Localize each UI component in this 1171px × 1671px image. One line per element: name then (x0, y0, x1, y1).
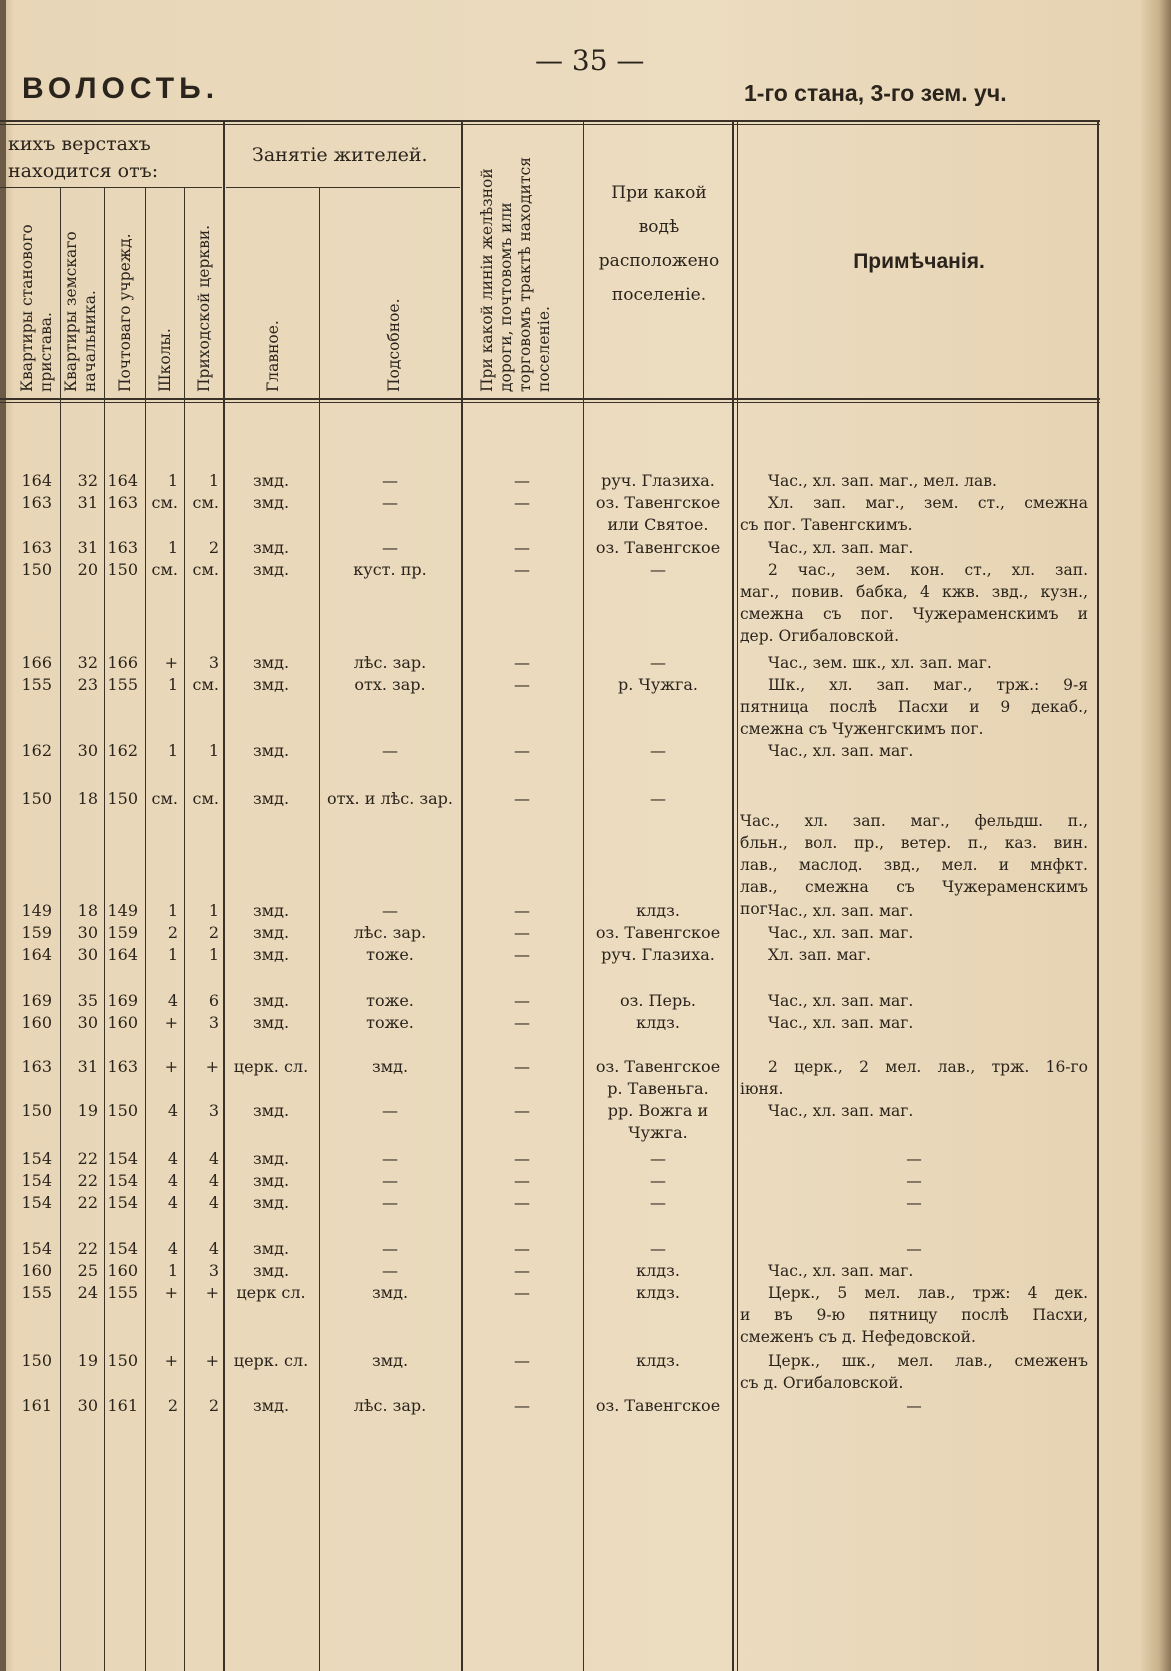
cell-g: тоже. (366, 1013, 414, 1032)
cell-water: оз. Тавенгское (595, 1057, 721, 1076)
cell-water: р. Чужга. (618, 675, 698, 694)
cell-note: и въ 9-ю пятницу послѣ Пасхи, (740, 1306, 1088, 1324)
cell-f: змд. (252, 560, 290, 579)
cell-a: 169 (21, 991, 52, 1010)
cell-c: 166 (107, 653, 138, 672)
col-aux-heading: Подсобное. (385, 298, 403, 392)
cell-note: пог. (740, 900, 773, 918)
cell-g: — (382, 901, 398, 920)
cell-g: — (382, 741, 398, 760)
col-rule-9 (732, 122, 734, 1671)
cell-note: смежна съ Чуженгскимъ пог. (740, 720, 984, 738)
cell-a: 149 (21, 901, 52, 920)
cell-d: см. (151, 789, 178, 808)
cell-water: — (650, 560, 666, 579)
cell-a: 163 (21, 1057, 52, 1076)
cell-f: змд. (252, 653, 290, 672)
cell-c: 155 (107, 1283, 138, 1302)
cell-note: Хл. зап. маг., зем. ст., смежна (768, 494, 1088, 512)
cell-g: — (382, 1101, 398, 1120)
cell-d: 4 (167, 1239, 178, 1258)
cell-f: змд. (252, 1193, 290, 1212)
cell-e: + (205, 1057, 219, 1076)
cell-b: 31 (77, 538, 98, 557)
cell-note: дер. Огибаловской. (740, 627, 900, 645)
col-rule-1 (60, 187, 61, 1671)
cell-g: лѣс. зар. (353, 923, 427, 942)
cell-b: 22 (77, 1239, 98, 1258)
cell-note: маг., повив. бабка, 4 кжв. звд., кузн., (740, 583, 1088, 601)
cell-f: церк сл. (236, 1283, 306, 1302)
cell-note: Церк., 5 мел. лав., трж: 4 дек. (768, 1284, 1088, 1302)
cell-g: куст. пр. (353, 560, 427, 579)
cell-c: 162 (107, 741, 138, 760)
cell-d: 1 (167, 901, 178, 920)
cell-water: клдз. (636, 1283, 680, 1302)
cell-e: 2 (208, 538, 219, 557)
cell-b: 30 (77, 1013, 98, 1032)
cell-f: змд. (252, 471, 290, 490)
cell-water: р. Тавеньга. (607, 1079, 709, 1098)
col-rule-7 (461, 122, 463, 1671)
cell-water: — (650, 653, 666, 672)
cell-note: Час., хл. зап. маг., мел. лав. (768, 472, 997, 490)
cell-d: см. (151, 560, 178, 579)
cell-note: лав., смежна съ Чужераменскимъ (740, 878, 1088, 896)
page-binding-edge (0, 0, 6, 1671)
cell-e: 4 (208, 1193, 219, 1212)
cell-e: + (205, 1351, 219, 1370)
col-rail-heading: При какой линіи желѣзной дороги, почтовомъ или торговомъ трактѣ находится поселеніе. (478, 156, 553, 392)
cell-b: 22 (77, 1171, 98, 1190)
col-water-heading: При какой водѣ расположено поселеніе. (598, 183, 720, 305)
cell-d: 1 (167, 538, 178, 557)
cell-d: + (164, 1283, 178, 1302)
cell-a: 155 (21, 1283, 52, 1302)
cell-water: оз. Тавенгское (595, 1396, 721, 1415)
cell-c: 161 (107, 1396, 138, 1415)
cell-g: — (382, 471, 398, 490)
cell-b: 30 (77, 741, 98, 760)
col-zemsky-heading: Квартиры земскаго начальника. (62, 231, 99, 392)
distance-group-heading-line1: кихъ верстахъ (8, 133, 151, 155)
page-right-edge (1141, 0, 1171, 1671)
cell-c: 169 (107, 991, 138, 1010)
col-post-heading: Почтоваго учрежд. (116, 233, 134, 392)
cell-a: 150 (21, 560, 52, 579)
cell-water: оз. Тавенгское (595, 538, 721, 557)
cell-b: 22 (77, 1149, 98, 1168)
cell-water: оз. Тавенгское (595, 923, 721, 942)
cell-c: 154 (107, 1193, 138, 1212)
cell-e: 4 (208, 1171, 219, 1190)
cell-water: Чужга. (628, 1123, 688, 1142)
cell-d: 4 (167, 1171, 178, 1190)
cell-e: 3 (208, 1261, 219, 1280)
cell-a: 163 (21, 493, 52, 512)
cell-water: руч. Глазиха. (601, 945, 715, 964)
cell-h: — (514, 653, 530, 672)
cell-f: змд. (252, 1101, 290, 1120)
cell-c: 155 (107, 675, 138, 694)
cell-h: — (514, 675, 530, 694)
cell-h: — (514, 1101, 530, 1120)
cell-b: 24 (77, 1283, 98, 1302)
cell-g: — (382, 1261, 398, 1280)
cell-c: 164 (107, 945, 138, 964)
cell-note: Хл. зап. маг. (768, 946, 871, 964)
cell-d: 1 (167, 471, 178, 490)
cell-b: 30 (77, 1396, 98, 1415)
cell-f: змд. (252, 1013, 290, 1032)
cell-water: — (650, 1149, 666, 1168)
cell-a: 164 (21, 471, 52, 490)
cell-note: Час., хл. зап. маг. (768, 992, 914, 1010)
cell-water: — (650, 1193, 666, 1212)
cell-a: 162 (21, 741, 52, 760)
cell-water: или Святое. (607, 515, 709, 534)
cell-a: 159 (21, 923, 52, 942)
cell-h: — (514, 1351, 530, 1370)
cell-note: 2 час., зем. кон. ст., хл. зап. (768, 561, 1088, 579)
cell-note: Церк., шк., мел. лав., смеженъ (768, 1352, 1088, 1370)
cell-d: 4 (167, 1193, 178, 1212)
cell-h: — (514, 991, 530, 1010)
col-rule-11 (1097, 122, 1099, 1671)
cell-e: 3 (208, 1013, 219, 1032)
cell-f: змд. (252, 741, 290, 760)
cell-b: 18 (77, 789, 98, 808)
cell-water: оз. Перь. (620, 991, 696, 1010)
cell-g: лѣс. зар. (353, 1396, 427, 1415)
col-notes-heading: Примѣчанія. (853, 250, 985, 273)
cell-h: — (514, 901, 530, 920)
cell-note: Час., хл. зап. маг. (768, 1014, 914, 1032)
occupation-group-heading: Занятіе жителей. (252, 144, 428, 166)
running-header-right: 1-го стана, 3-го зем. уч. (744, 80, 1007, 106)
cell-d: 4 (167, 1149, 178, 1168)
cell-f: змд. (252, 789, 290, 808)
col-rule-10 (737, 122, 738, 1671)
cell-h: — (514, 1149, 530, 1168)
cell-e: см. (192, 675, 219, 694)
cell-h: — (514, 560, 530, 579)
cell-water: клдз. (636, 1013, 680, 1032)
cell-water: рр. Вожга и (607, 1101, 709, 1120)
cell-g: тоже. (366, 991, 414, 1010)
cell-d: 1 (167, 675, 178, 694)
cell-h: — (514, 789, 530, 808)
cell-c: 159 (107, 923, 138, 942)
cell-water: — (650, 741, 666, 760)
cell-note: Час., хл. зап. маг., фельдш. п., (740, 812, 1088, 830)
cell-a: 160 (21, 1013, 52, 1032)
cell-h: — (514, 1261, 530, 1280)
cell-a: 154 (21, 1239, 52, 1258)
col-main-heading: Главное. (264, 320, 282, 392)
cell-c: 160 (107, 1013, 138, 1032)
cell-b: 19 (77, 1351, 98, 1370)
cell-f: змд. (252, 991, 290, 1010)
cell-b: 20 (77, 560, 98, 579)
cell-d: 2 (167, 923, 178, 942)
cell-h: — (514, 1013, 530, 1032)
cell-d: см. (151, 493, 178, 512)
occupation-group-rule (226, 187, 460, 188)
cell-e: 6 (208, 991, 219, 1010)
cell-a: 161 (21, 1396, 52, 1415)
cell-note: 2 церк., 2 мел. лав., трж. 16-го (768, 1058, 1088, 1076)
cell-h: — (514, 538, 530, 557)
cell-d: 4 (167, 991, 178, 1010)
cell-g: змд. (371, 1283, 409, 1302)
cell-note: — (906, 1240, 922, 1258)
cell-c: 149 (107, 901, 138, 920)
cell-e: 3 (208, 653, 219, 672)
cell-e: см. (192, 493, 219, 512)
cell-note: Час., хл. зап. маг. (768, 1102, 914, 1120)
cell-b: 31 (77, 1057, 98, 1076)
table-top-rule (0, 120, 1100, 122)
distance-group-heading-line2: находится отъ: (8, 160, 159, 182)
cell-f: змд. (252, 538, 290, 557)
cell-a: 150 (21, 1351, 52, 1370)
cell-e: 1 (208, 945, 219, 964)
cell-c: 154 (107, 1149, 138, 1168)
cell-note: съ д. Огибаловской. (740, 1374, 904, 1392)
cell-f: змд. (252, 901, 290, 920)
cell-e: 1 (208, 741, 219, 760)
cell-b: 32 (77, 471, 98, 490)
cell-g: змд. (371, 1351, 409, 1370)
cell-e: 2 (208, 923, 219, 942)
cell-c: 150 (107, 1101, 138, 1120)
cell-d: + (164, 1057, 178, 1076)
header-bottom-rule-thin (0, 402, 1100, 403)
running-header-left: ВОЛОСТЬ. (22, 72, 220, 105)
cell-f: церк. сл. (233, 1351, 309, 1370)
cell-h: — (514, 1057, 530, 1076)
cell-h: — (514, 493, 530, 512)
cell-water: — (650, 789, 666, 808)
cell-water: — (650, 1171, 666, 1190)
cell-water: клдз. (636, 1261, 680, 1280)
cell-water: руч. Глазиха. (601, 471, 715, 490)
col-rule-4 (184, 187, 185, 1671)
cell-b: 23 (77, 675, 98, 694)
cell-h: — (514, 1193, 530, 1212)
cell-note: лав., маслод. звд., мел. и мнфкт. (740, 856, 1088, 874)
cell-e: 3 (208, 1101, 219, 1120)
cell-f: змд. (252, 1149, 290, 1168)
cell-b: 18 (77, 901, 98, 920)
cell-e: 1 (208, 901, 219, 920)
cell-d: + (164, 1351, 178, 1370)
cell-g: тоже. (366, 945, 414, 964)
cell-note: смежна съ пог. Чужераменскимъ и (740, 605, 1088, 623)
cell-c: 163 (107, 493, 138, 512)
cell-b: 32 (77, 653, 98, 672)
cell-e: 1 (208, 471, 219, 490)
cell-e: + (205, 1283, 219, 1302)
cell-note: — (906, 1150, 922, 1168)
cell-c: 150 (107, 560, 138, 579)
cell-b: 30 (77, 923, 98, 942)
cell-h: — (514, 945, 530, 964)
cell-g: — (382, 538, 398, 557)
cell-c: 164 (107, 471, 138, 490)
cell-g: — (382, 1239, 398, 1258)
cell-c: 163 (107, 1057, 138, 1076)
cell-a: 164 (21, 945, 52, 964)
cell-g: — (382, 493, 398, 512)
cell-a: 150 (21, 1101, 52, 1120)
cell-c: 150 (107, 1351, 138, 1370)
cell-d: 1 (167, 741, 178, 760)
cell-note: Час., хл. зап. маг. (768, 539, 914, 557)
cell-e: см. (192, 789, 219, 808)
cell-note: Шк., хл. зап. маг., трж.: 9-я (768, 676, 1088, 694)
cell-g: отх. зар. (354, 675, 426, 694)
header-bottom-rule (0, 398, 1100, 400)
cell-a: 154 (21, 1171, 52, 1190)
cell-g: лѣс. зар. (353, 653, 427, 672)
cell-water: клдз. (636, 901, 680, 920)
cell-d: 1 (167, 945, 178, 964)
cell-c: 154 (107, 1171, 138, 1190)
cell-note: — (906, 1194, 922, 1212)
cell-note: Час., хл. зап. маг. (768, 902, 914, 920)
cell-h: — (514, 1171, 530, 1190)
cell-c: 160 (107, 1261, 138, 1280)
cell-d: 2 (167, 1396, 178, 1415)
page-number: — 35 — (535, 44, 645, 77)
cell-d: 1 (167, 1261, 178, 1280)
cell-a: 155 (21, 675, 52, 694)
cell-f: змд. (252, 923, 290, 942)
cell-a: 154 (21, 1149, 52, 1168)
distance-group-rule (0, 187, 222, 188)
cell-d: + (164, 653, 178, 672)
cell-water: клдз. (636, 1351, 680, 1370)
cell-d: + (164, 1013, 178, 1032)
cell-h: — (514, 741, 530, 760)
cell-note: смеженъ съ д. Нефедовской. (740, 1328, 976, 1346)
cell-a: 166 (21, 653, 52, 672)
table-top-rule-thin (0, 124, 1100, 125)
cell-e: 4 (208, 1239, 219, 1258)
cell-b: 31 (77, 493, 98, 512)
cell-water: — (650, 1239, 666, 1258)
cell-f: церк. сл. (233, 1057, 309, 1076)
col-school-heading: Школы. (156, 328, 174, 392)
cell-h: — (514, 1283, 530, 1302)
cell-e: 2 (208, 1396, 219, 1415)
cell-f: змд. (252, 675, 290, 694)
cell-note: — (906, 1397, 922, 1415)
cell-note: съ пог. Тавенгскимъ. (740, 516, 913, 534)
cell-c: 150 (107, 789, 138, 808)
cell-note: Час., хл. зап. маг. (768, 1262, 914, 1280)
cell-note: — (906, 1172, 922, 1190)
col-stanovoy-heading: Квартиры станового пристава. (18, 224, 55, 392)
cell-note: бльн., вол. пр., ветер. п., каз. вин. (740, 834, 1088, 852)
cell-note: пятница послѣ Пасхи и 9 декаб., (740, 698, 1088, 716)
cell-h: — (514, 1239, 530, 1258)
cell-water: оз. Тавенгское (595, 493, 721, 512)
cell-h: — (514, 471, 530, 490)
col-rule-5 (223, 122, 225, 1671)
cell-g: — (382, 1149, 398, 1168)
cell-e: см. (192, 560, 219, 579)
cell-f: змд. (252, 945, 290, 964)
cell-g: отх. и лѣс. зар. (327, 789, 453, 808)
cell-f: змд. (252, 1261, 290, 1280)
cell-note: Час., хл. зап. маг. (768, 742, 914, 760)
cell-g: — (382, 1171, 398, 1190)
cell-h: — (514, 923, 530, 942)
cell-b: 35 (77, 991, 98, 1010)
col-rule-8 (583, 122, 584, 1671)
cell-c: 154 (107, 1239, 138, 1258)
cell-b: 25 (77, 1261, 98, 1280)
cell-h: — (514, 1396, 530, 1415)
cell-f: змд. (252, 1239, 290, 1258)
cell-a: 154 (21, 1193, 52, 1212)
cell-note: Час., хл. зап. маг. (768, 924, 914, 942)
cell-a: 160 (21, 1261, 52, 1280)
cell-f: змд. (252, 493, 290, 512)
cell-c: 163 (107, 538, 138, 557)
cell-d: 4 (167, 1101, 178, 1120)
cell-a: 150 (21, 789, 52, 808)
cell-e: 4 (208, 1149, 219, 1168)
cell-g: змд. (371, 1057, 409, 1076)
cell-b: 30 (77, 945, 98, 964)
cell-f: змд. (252, 1171, 290, 1190)
col-church-heading: Приходской церкви. (195, 224, 213, 392)
cell-b: 19 (77, 1101, 98, 1120)
cell-note: Час., зем. шк., хл. зап. маг. (768, 654, 992, 672)
cell-a: 163 (21, 538, 52, 557)
cell-f: змд. (252, 1396, 290, 1415)
cell-b: 22 (77, 1193, 98, 1212)
cell-note: іюня. (740, 1080, 784, 1098)
cell-g: — (382, 1193, 398, 1212)
